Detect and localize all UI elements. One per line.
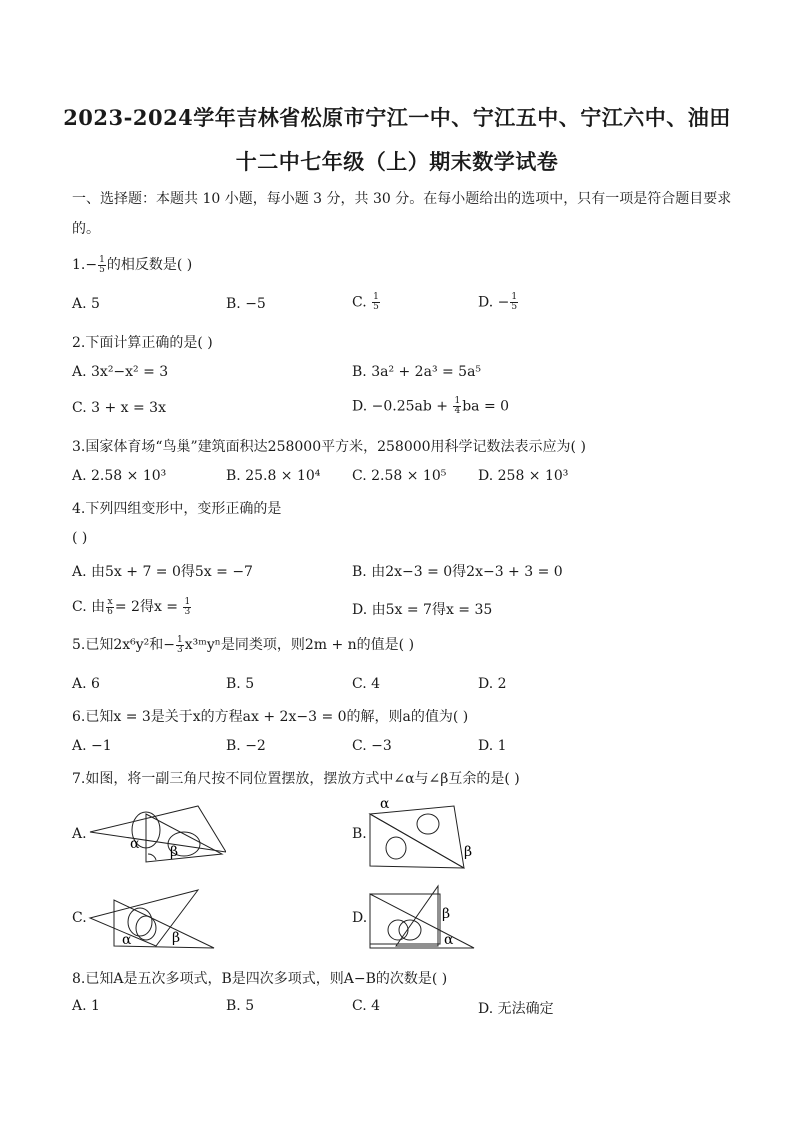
q5-option-d[interactable]: D. 2 xyxy=(478,676,507,692)
section1-header: 一、选择题：本题共 10 小题，每小题 3 分，共 30 分。在每小题给出的选项中，只有一项是符合题目要求 xyxy=(72,191,732,207)
q2-option-c[interactable]: C. 3 + x = 3x xyxy=(72,400,166,416)
alpha-label: α xyxy=(122,932,132,948)
q2-option-d[interactable]: D. −0.25ab + $\frac{1}{4}$ ba = 0 xyxy=(352,396,510,416)
q6-option-a[interactable]: A. −1 xyxy=(72,738,112,754)
beta-label: β xyxy=(172,930,181,946)
alpha-label: α xyxy=(130,836,140,852)
q1-option-d[interactable]: D. − $\frac{1}{5}$ xyxy=(478,292,518,312)
q3-option-b[interactable]: B. 25.8 × 10⁴ xyxy=(226,468,321,484)
question-4: 4.下列四组变形中，变形正确的是 xyxy=(72,501,282,517)
q3-option-a[interactable]: A. 2.58 × 10³ xyxy=(72,468,167,484)
q1-option-a[interactable]: A. 5 xyxy=(72,296,100,312)
q5-option-b[interactable]: B. 5 xyxy=(226,676,255,692)
q1-option-b[interactable]: B. −5 xyxy=(226,296,266,312)
q2-option-b[interactable]: B. 3a² + 2a³ = 5a⁵ xyxy=(352,364,482,380)
q7-option-b[interactable]: B. xyxy=(352,826,367,842)
q6-option-d[interactable]: D. 1 xyxy=(478,738,507,754)
section1-header-cont: 的。 xyxy=(72,221,100,237)
q7-figure-a xyxy=(86,800,226,864)
q3-option-d[interactable]: D. 258 × 10³ xyxy=(478,468,569,484)
q7-option-a[interactable]: A. xyxy=(72,826,87,842)
beta-label: β xyxy=(170,844,179,860)
q7-option-c[interactable]: C. xyxy=(72,910,87,926)
q4-option-b[interactable]: B. 由2x−3 = 0得2x−3 + 3 = 0 xyxy=(352,564,563,580)
q8-option-c[interactable]: C. 4 xyxy=(352,998,381,1014)
q4-option-d[interactable]: D. 由5x = 7得x = 35 xyxy=(352,602,493,618)
q3-option-c[interactable]: C. 2.58 × 10⁵ xyxy=(352,468,447,484)
beta-label: β xyxy=(464,844,473,860)
alpha-label: α xyxy=(444,932,454,948)
q5-option-c[interactable]: C. 4 xyxy=(352,676,381,692)
question-5: 5.已知2x⁶y²和− $\frac{1}{3}$ x³ᵐyⁿ是同类项，则2m + n的值是( ) xyxy=(72,634,415,655)
q4-option-a[interactable]: A. 由5x + 7 = 0得5x = −7 xyxy=(72,564,253,580)
q7-figure-b xyxy=(366,796,478,874)
q6-option-b[interactable]: B. −2 xyxy=(226,738,266,754)
exam-title-line2: 十二中七年级（上）期末数学试卷 xyxy=(235,149,559,174)
fraction: $\frac{1}{5}$ xyxy=(99,254,105,275)
q7-figure-c xyxy=(86,886,216,950)
q1-option-c[interactable]: C. $\frac{1}{5}$ xyxy=(352,292,379,312)
question-4-paren: ( ) xyxy=(72,530,88,546)
question-6: 6.已知x = 3是关于x的方程ax + 2x−3 = 0的解，则a的值为( ) xyxy=(72,709,469,725)
q7-option-d[interactable]: D. xyxy=(352,910,368,926)
beta-label: β xyxy=(442,906,451,922)
alpha-label: α xyxy=(380,796,390,812)
q8-option-a[interactable]: A. 1 xyxy=(72,998,100,1014)
question-3: 3.国家体育场“鸟巢”建筑面积达258000平方米，258000用科学记数法表示应为( ) xyxy=(72,439,586,455)
q8-option-d[interactable]: D. 无法确定 xyxy=(478,1001,554,1017)
question-7: 7.如图，将一副三角尺按不同位置摆放，摆放方式中∠α与∠β互余的是( ) xyxy=(72,771,520,787)
exam-title-line1: 2023-2024学年吉林省松原市宁江一中、宁江五中、宁江六中、油田 xyxy=(63,105,731,130)
q7-figure-d xyxy=(366,884,480,950)
q4-option-c[interactable]: C. 由 $\frac{x}{6}$ = 2得x = $\frac{1}{3}$ xyxy=(72,596,191,617)
q8-option-b[interactable]: B. 5 xyxy=(226,998,255,1014)
question-1: 1.− $\frac{1}{5}$ 的相反数是( ) xyxy=(72,254,193,275)
question-8: 8.已知A是五次多项式，B是四次多项式，则A−B的次数是( ) xyxy=(72,971,448,987)
q2-option-a[interactable]: A. 3x²−x² = 3 xyxy=(72,364,169,380)
q6-option-c[interactable]: C. −3 xyxy=(352,738,392,754)
question-2: 2.下面计算正确的是( ) xyxy=(72,335,213,351)
q5-option-a[interactable]: A. 6 xyxy=(72,676,100,692)
